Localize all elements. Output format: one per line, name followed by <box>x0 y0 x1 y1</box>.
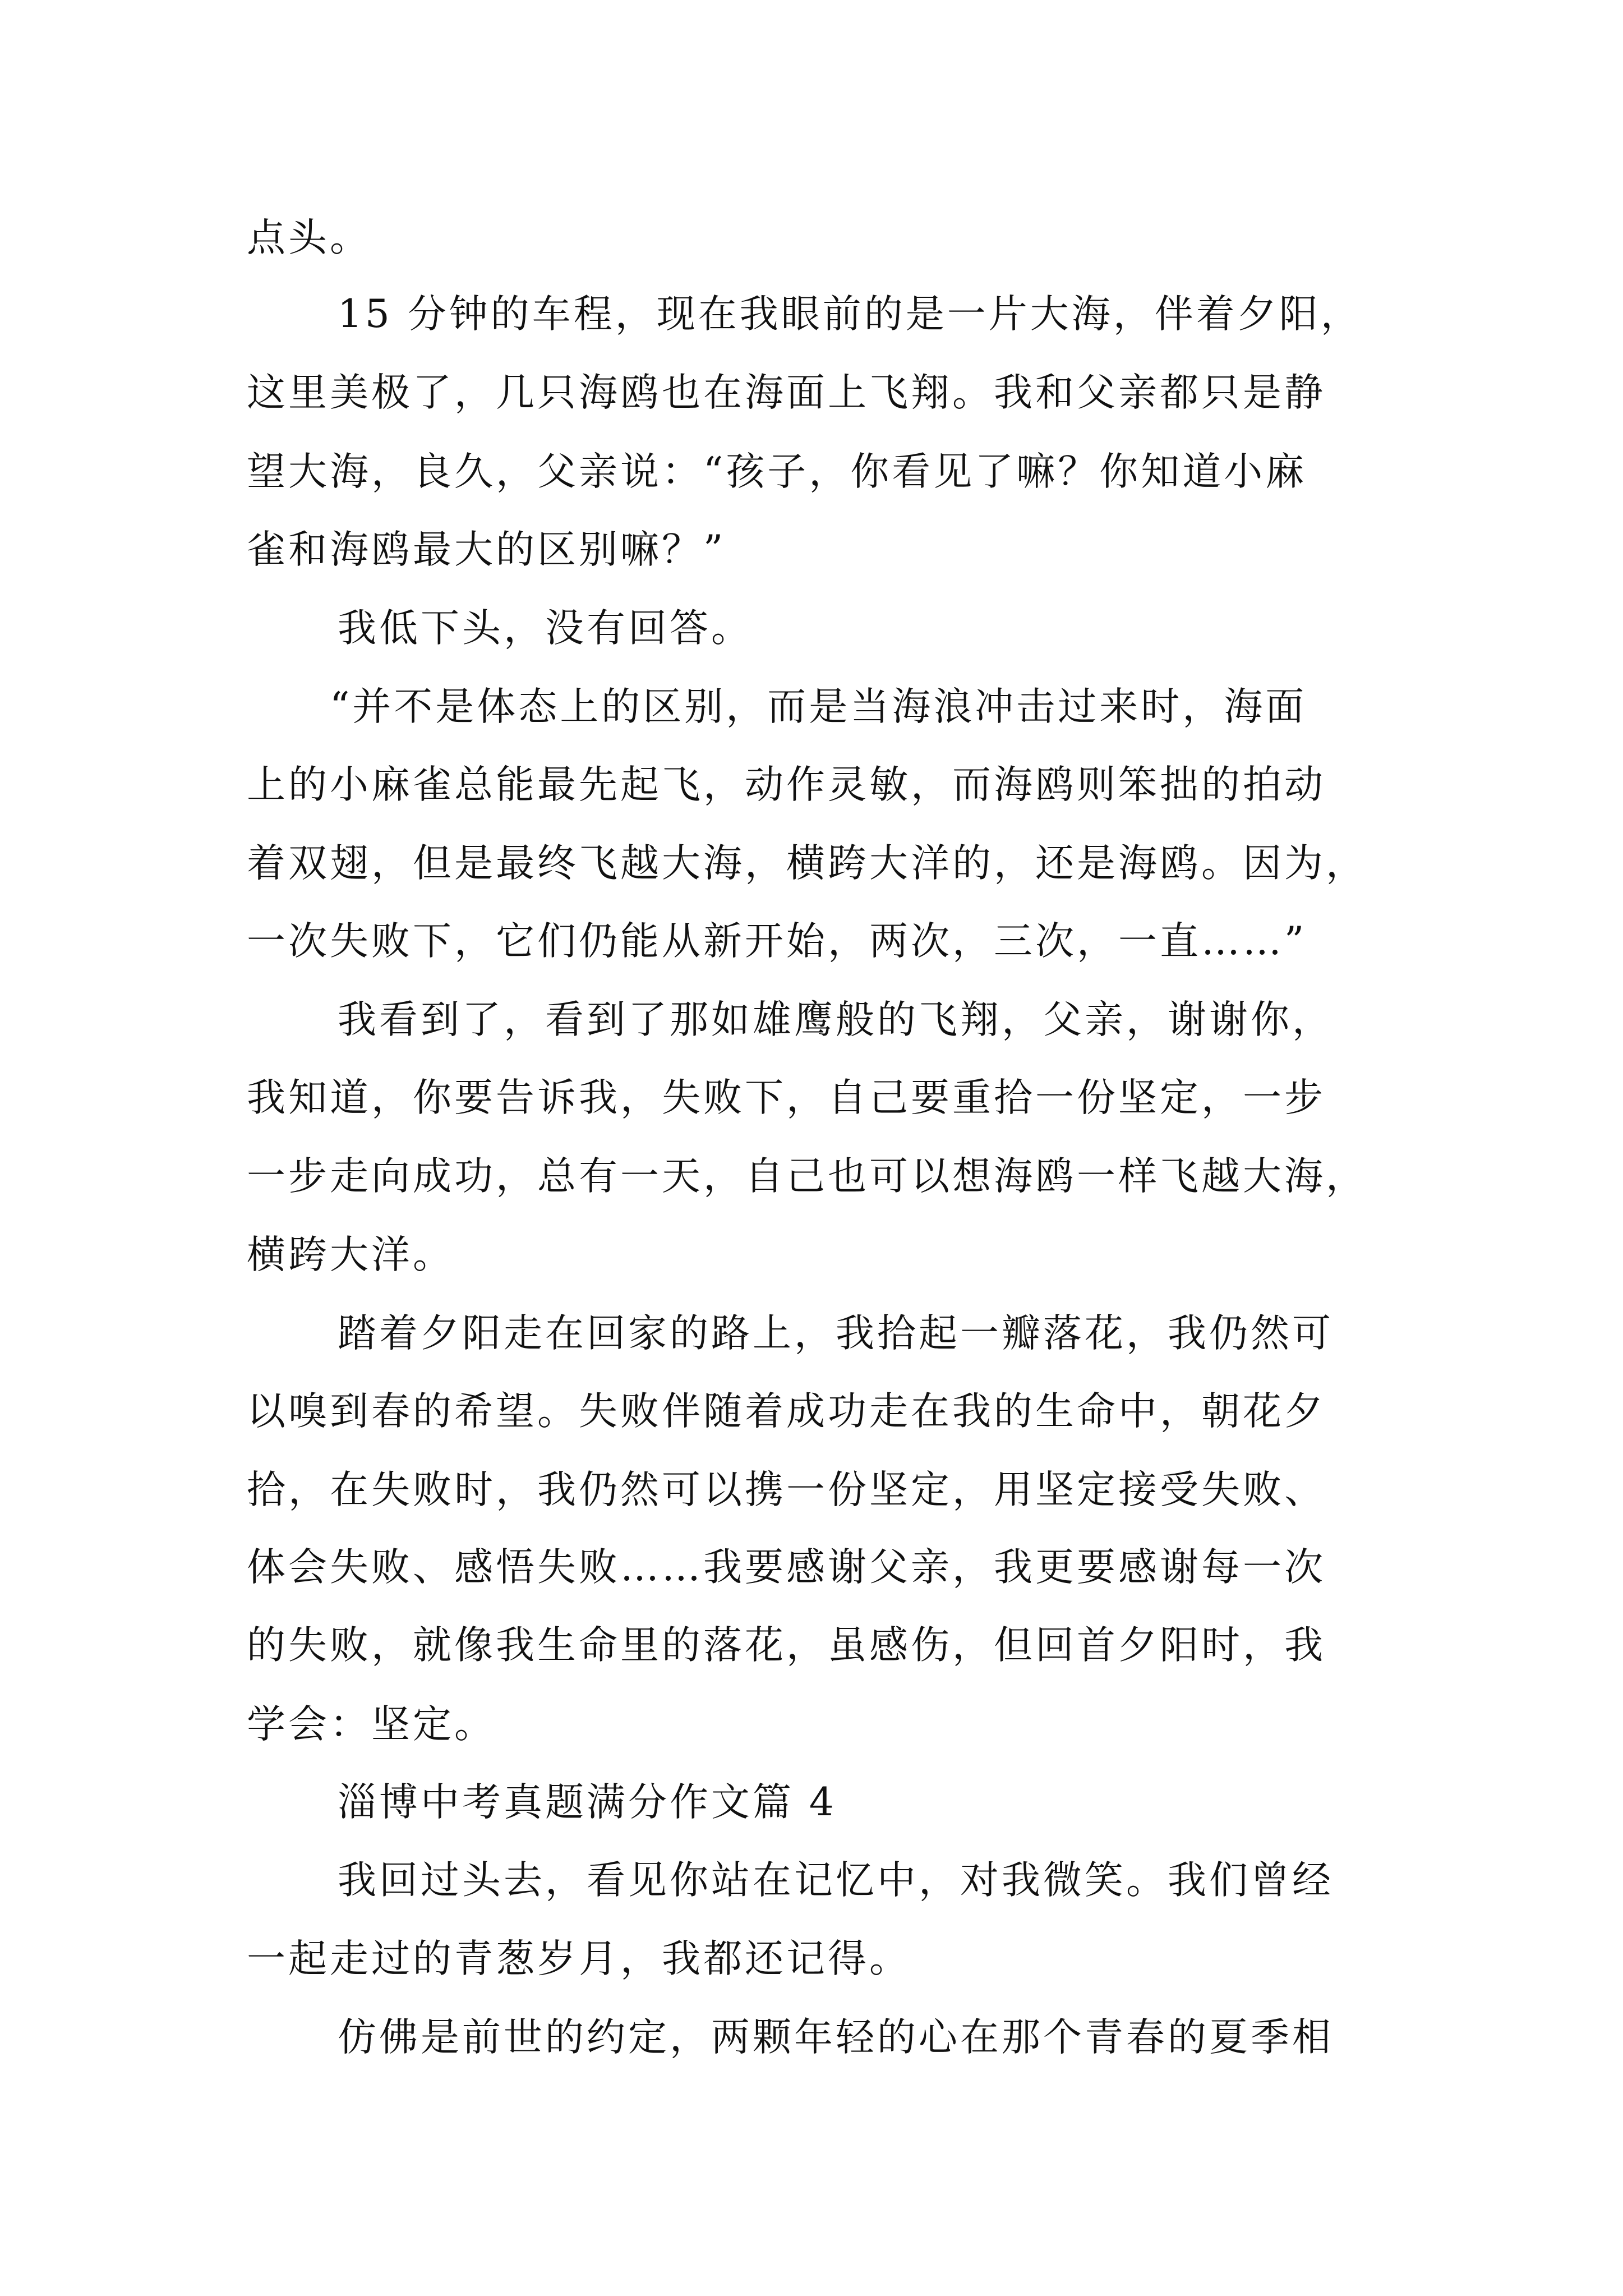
text-line: 我低下头，没有回答。 <box>338 606 753 651</box>
text-line: 拾，在失败时，我仍然可以携一份坚定，用坚定接受失败、 <box>247 1467 1326 1512</box>
text-line: 一步走向成功，总有一天，自己也可以想海鸥一样飞越大海， <box>247 1154 1367 1199</box>
text-line: 望大海，良久，父亲说：“孩子，你看见了嘛？你知道小麻 <box>247 449 1307 494</box>
text-line: 一次失败下，它们仍能从新开始，两次，三次，一直……” <box>247 919 1307 964</box>
text-line: 我知道，你要告诉我，失败下，自己要重拾一份坚定，一步 <box>247 1075 1326 1120</box>
text-line: 横跨大洋。 <box>247 1232 454 1277</box>
text-line: 踏着夕阳走在回家的路上，我拾起一瓣落花，我仍然可 <box>338 1311 1334 1356</box>
text-line: 上的小麻雀总能最先起飞，动作灵敏，而海鸥则笨拙的拍动 <box>247 762 1326 807</box>
text-line: 以嗅到春的希望。失败伴随着成功走在我的生命中，朝花夕 <box>247 1389 1326 1434</box>
text-line: 一起走过的青葱岁月，我都还记得。 <box>247 1936 911 1981</box>
text-line: 15 分钟的车程，现在我眼前的是一片大海，伴着夕阳， <box>338 292 1362 337</box>
text-line: 雀和海鸥最大的区别嘛？” <box>247 527 726 572</box>
text-line: 我看到了，看到了那如雄鹰般的飞翔，父亲，谢谢你， <box>338 997 1334 1042</box>
text-line: “并不是体态上的区别，而是当海浪冲击过来时，海面 <box>330 684 1307 729</box>
text-line: 着双翅，但是最终飞越大海，横跨大洋的，还是海鸥。因为， <box>247 841 1367 886</box>
text-line: 的失败，就像我生命里的落花，虽感伤，但回首夕阳时，我 <box>247 1623 1326 1668</box>
text-line: 学会：坚定。 <box>247 1702 496 1747</box>
text-line: 体会失败、感悟失败……我要感谢父亲，我更要感谢每一次 <box>247 1545 1326 1590</box>
text-line: 这里美极了，几只海鸥也在海面上飞翔。我和父亲都只是静 <box>247 370 1326 415</box>
text-line: 我回过头去，看见你站在记忆中，对我微笑。我们曾经 <box>338 1858 1334 1903</box>
section-heading: 淄博中考真题满分作文篇 4 <box>338 1780 837 1825</box>
text-line: 点头。 <box>247 215 371 260</box>
text-line: 仿佛是前世的约定，两颗年轻的心在那个青春的夏季相 <box>338 2015 1334 2060</box>
